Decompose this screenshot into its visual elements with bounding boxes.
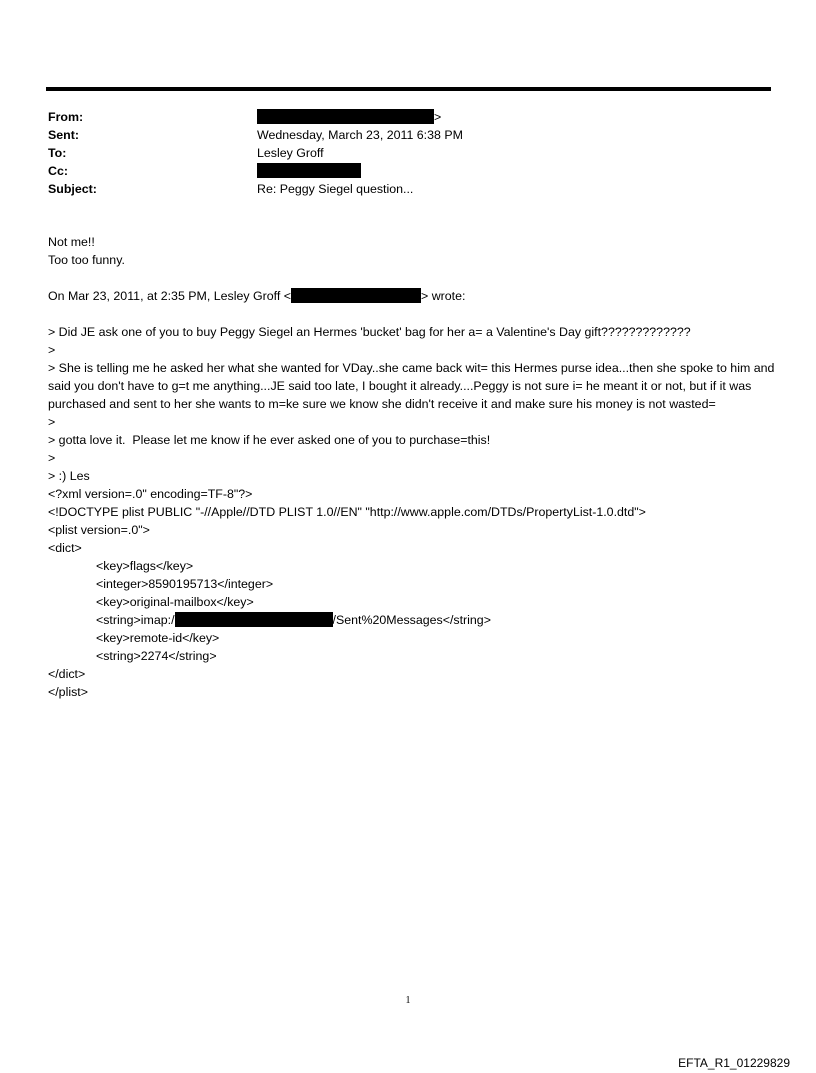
plist-line: <key>remote-id</key> [96, 631, 220, 645]
quoted-line: > Did JE ask one of you to buy Peggy Siegel an Hermes 'bucket' bag for her a= a Valentine's Day gift????????????? [48, 325, 691, 339]
plist-line: <key>original-mailbox</key> [96, 595, 254, 609]
header-rule [46, 87, 771, 91]
email-body [48, 233, 778, 701]
quoted-line: > [48, 451, 56, 465]
plist-line: <dict> [48, 541, 82, 555]
from-label: From: [48, 110, 84, 124]
to-value: Lesley Groff [257, 146, 324, 160]
page-number: 1 [405, 995, 411, 1006]
quoted-line: > :) Les [48, 469, 90, 483]
redaction [175, 612, 333, 627]
plist-line: <key>flags</key> [96, 559, 194, 573]
reply-line: Too too funny. [48, 253, 125, 267]
reply-line: Not me!! [48, 235, 95, 249]
redaction [257, 109, 434, 124]
to-label: To: [48, 146, 67, 160]
plist-line: <!DOCTYPE plist PUBLIC "-//Apple//DTD PLIST 1.0//EN" "http://www.apple.com/DTDs/PropertyList-1.0.dtd"> [48, 505, 646, 519]
quote-intro: On Mar 23, 2011, at 2:35 PM, Lesley Groff < > wrote: [48, 289, 466, 303]
plist-line: <integer>8590195713</integer> [96, 577, 274, 591]
subject-value: Re: Peggy Siegel question... [257, 182, 414, 196]
quoted-line: > gotta love it. Please let me know if he ever asked one of you to purchase=this! [48, 433, 491, 447]
plist-line: <string>2274</string> [96, 649, 217, 663]
plist-line: <?xml version=.0" encoding=TF-8"?> [48, 487, 253, 501]
quoted-line: > [48, 343, 56, 357]
sent-label: Sent: [48, 128, 79, 142]
cc-label: Cc: [48, 164, 68, 178]
cc-value [257, 162, 361, 180]
bates-number: EFTA_R1_01229829 [678, 1056, 790, 1070]
quoted-line: > She is telling me he asked her what she wanted for VDay..she came back wit= this Hermes purse idea...then she spoke to him and said you don't have to g=t me anything...JE said too late, I bought it already....Peggy is not sure i= he meant it or not, but if it was purchased and sent to her she wants to m=ke sure we know she didn't receive it and make sure his money is not wasted= [48, 361, 778, 411]
plist-line: <string>imap:/ /Sent%20Messages</string> [96, 613, 491, 627]
from-value: > [257, 108, 441, 126]
sent-value: Wednesday, March 23, 2011 6:38 PM [257, 128, 463, 142]
redaction [257, 163, 361, 178]
redaction [291, 288, 421, 303]
plist-line: </plist> [48, 685, 88, 699]
plist-line: <plist version=.0"> [48, 523, 150, 537]
subject-label: Subject: [48, 182, 97, 196]
quoted-line: > [48, 415, 56, 429]
plist-line: </dict> [48, 667, 86, 681]
